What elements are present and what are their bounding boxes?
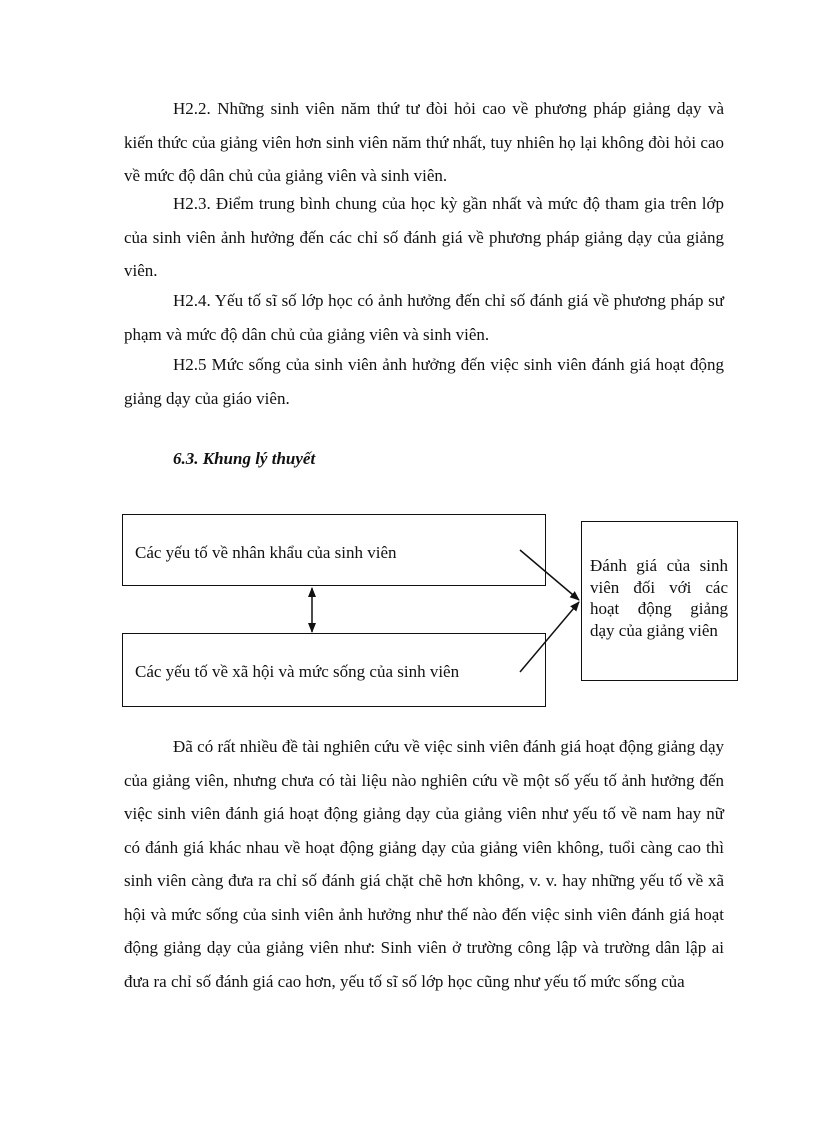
paragraph-h2-2: H2.2. Những sinh viên năm thứ tư đòi hỏi cao về phương pháp giảng dạy và kiến thức của giảng viên hơn sinh viên năm thứ nhất, tuy nhiên họ lại không đòi hỏi cao về mức độ dân chủ của giảng viên và sinh viên. bbox=[124, 99, 724, 185]
paragraph-h2-3: H2.3. Điểm trung bình chung của học kỳ gần nhất và mức độ tham gia trên lớp của sinh viên ảnh hưởng đến các chỉ số đánh giá về phương pháp giảng dạy của giảng viên. bbox=[124, 194, 724, 280]
evaluation-outcome-box bbox=[581, 521, 738, 681]
paragraph-body: Đã có rất nhiều đề tài nghiên cứu về việc sinh viên đánh giá hoạt động giảng dạy của giảng viên, nhưng chưa có tài liệu nào nghiên cứu về một số yếu tố ảnh hưởng đến việc sinh viên đánh giá hoạt động giảng dạy của giảng viên như yếu tố về nam hay nữ có đánh giá khác nhau về hoạt động giảng dạy của giảng viên không, tuổi càng cao thì sinh viên càng đưa ra chỉ số đánh giá chặt chẽ hơn không, v. v. hay những yếu tố về xã hội và mức sống của sinh viên ảnh hưởng như thế nào đến việc sinh viên đánh giá hoạt động giảng dạy của giảng viên như: Sinh viên ở trường công lập và trường dân lập ai đưa ra chỉ số đánh giá cao hơn, yếu tố sĩ số lớp học cũng như yếu tố mức sống của bbox=[124, 737, 724, 991]
social-factors-box bbox=[122, 633, 546, 707]
section-heading: 6.3. Khung lý thuyết bbox=[173, 449, 316, 468]
paragraph-h2-5: H2.5 Mức sống của sinh viên ảnh hưởng đến việc sinh viên đánh giá hoạt động giảng dạy của giáo viên. bbox=[124, 355, 724, 408]
social-factors-label: Các yếu tố về xã hội và mức sống của sinh viên bbox=[135, 662, 460, 681]
demographic-factors-box bbox=[122, 514, 546, 586]
paragraph-h2-4: H2.4. Yếu tố sĩ số lớp học có ảnh hưởng đến chỉ số đánh giá về phương pháp sư phạm và mức độ dân chủ của giảng viên và sinh viên. bbox=[124, 291, 724, 344]
demographic-factors-label: Các yếu tố về nhân khẩu của sinh viên bbox=[135, 543, 397, 562]
evaluation-outcome-label: Đánh giá của sinh viên đối với các hoạt động giảng dạy của giảng viên bbox=[590, 556, 728, 640]
